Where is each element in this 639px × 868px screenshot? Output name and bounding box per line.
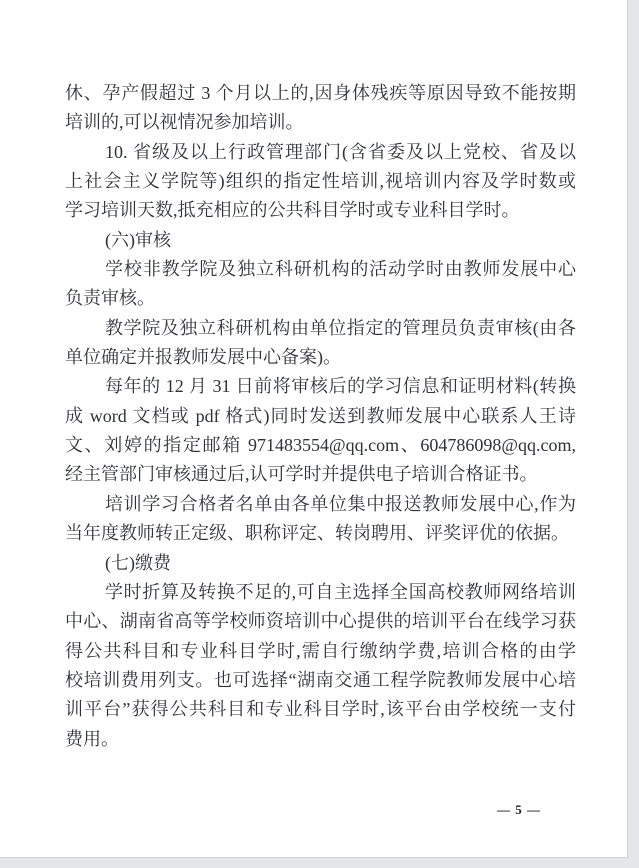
text-line: 休、孕产假超过 3 个月以上的,因身体残疾等原因导致不能按期 — [65, 83, 576, 103]
text-line: 培训学习合格者名单由各单位集中报送教师发展中心,作为 — [105, 493, 576, 514]
text-line: (七)缴费 — [105, 552, 171, 573]
text-line: 经主管部门审核通过后,认可学时并提供电子培训合格证书。 — [65, 464, 538, 485]
text-line: 学校非教学院及独立科研机构的活动学时由教师发展中心 — [105, 259, 576, 280]
text-line: 成 word 文档或 pdf 格式)同时发送到教师发展中心联系人王诗 — [65, 405, 576, 426]
text-line: 费用。 — [65, 728, 119, 749]
text-line: 当年度教师转正定级、职称评定、转岗聘用、评奖评优的依据。 — [65, 523, 569, 544]
text-line: 每年的 12 月 31 日前将审核后的学习信息和证明材料(转换 — [105, 376, 576, 397]
document-text-block — [65, 79, 576, 754]
text-line: 负责审核。 — [65, 288, 155, 309]
text-line: 校培训费用列支。也可选择“湖南交通工程学院教师发展中心培 — [65, 669, 576, 690]
text-line: 上社会主义学院等)组织的指定性培训,视培训内容及学时数或 — [65, 171, 576, 192]
text-line: 中心、湖南省高等学校师资培训中心提供的培训平台在线学习获 — [65, 611, 576, 632]
text-line: 文、刘婷的指定邮箱 971483554@qq.com、604786098@qq.com, — [65, 435, 576, 456]
text-line: (六)审核 — [105, 229, 171, 250]
text-line: 培训的,可以视情况参加培训。 — [65, 112, 304, 133]
page-number: — 5 — — [497, 802, 541, 817]
text-line: 10. 省级及以上行政管理部门(含省委及以上党校、省及以 — [105, 141, 576, 162]
text-line: 学习培训天数,抵充相应的公共科目学时或专业科目学时。 — [65, 200, 520, 221]
text-line: 单位确定并报教师发展中心备案)。 — [65, 347, 341, 368]
text-line: 训平台”获得公共科目和专业科目学时,该平台由学校统一支付 — [65, 699, 576, 720]
text-line: 教学院及独立科研机构由单位指定的管理员负责审核(由各 — [105, 317, 576, 338]
text-line: 学时折算及转换不足的,可自主选择全国高校教师网络培训 — [105, 581, 576, 602]
text-line: 得公共科目和专业科目学时,需自行缴纳学费,培训合格的由学 — [65, 640, 576, 661]
